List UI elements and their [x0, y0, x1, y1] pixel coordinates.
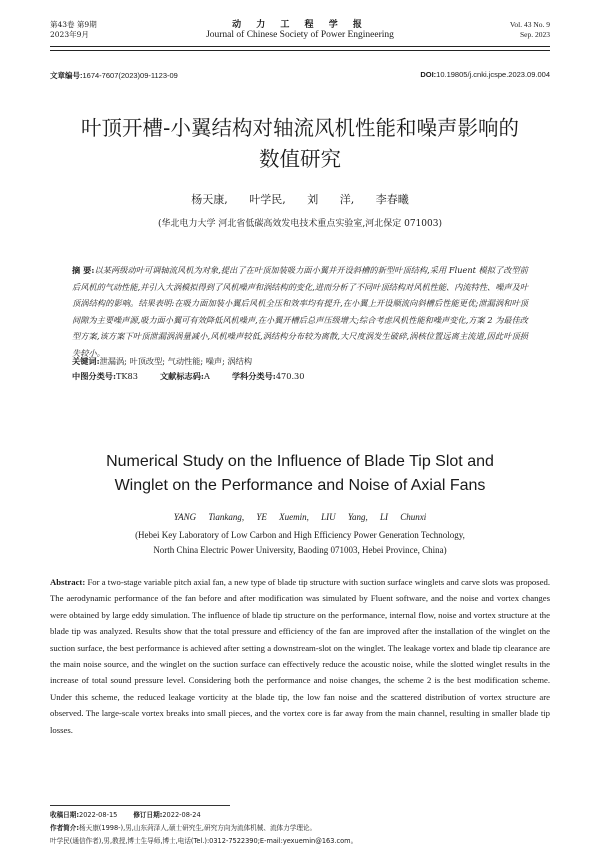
- doi: [420, 70, 550, 79]
- chinese-title: [60, 113, 540, 175]
- article-id-value: 1674-7607(2023)09-1123-09: [82, 71, 178, 80]
- doc-code-value: A: [203, 371, 210, 381]
- journal-name-en: Journal of Chinese Society of Power Engineering: [206, 30, 394, 40]
- received-date: 2022-08-15: [79, 811, 118, 819]
- date-en: Sep. 2023: [520, 30, 550, 39]
- author-bio-label: 作者简介:: [50, 824, 80, 832]
- footnote-rule: [50, 805, 230, 806]
- english-title: [60, 450, 540, 498]
- volume-cn: 第43卷 第9期: [50, 20, 97, 29]
- chinese-keywords-label: 关键词:: [72, 356, 100, 366]
- english-abstract-text: For a two-stage variable pitch axial fan, a new type of blade tip structure with suction surface winglets and carve slots was proposed. The aerodynamic performance of the fan before and after modification was simulated by Fluent software, and the noise and vortex changes were obtained by large eddy simulation. The influence of blade tip structure on the performance, internal flow, noise and vortex structure at the blade tip was analyzed. Results show that the total pressure and efficiency of the fan are improved after the installation of the winglet on the suction surface, the best performance is achieved after setting a downstream-slot on the winglet. The leakage vortex and blade tip clearance are the main noise source, and the winglet on the suction surface can effectively reduce the acoustic noise, while the slotted winglet results in the increase of total sound pressure level. Considering both the performance and noise changes, the scheme 2 is the best modification scheme. Under this scheme, the reduced leakage vorticity at the blade tip, the low fan noise and the scattered distribution of vortex structure are observed. The large-scale vortex breaks into small pieces, and the vortex core is far away from the main channel, resulting in smaller blade tip losses.: [50, 577, 551, 735]
- clc-label: 中图分类号:: [72, 371, 116, 381]
- chinese-affiliation: (华北电力大学 河北省低碳高效发电技术重点实验室,河北保定 071003): [158, 219, 442, 229]
- chinese-abstract-text: 以某两级动叶可调轴流风机为对象,提出了在叶顶加装吸力面小翼并开设斜槽的新型叶顶结构,采用 Fluent 模拟了改型前后风机的气动性能,并引入大涡模拟得到了风机噪声和涡结构的变化,进而分析了不同叶顶结构对风机性能、内流特性、噪声及叶顶涡结构的影响。结果表明:在吸力面加装小翼后风机全压和效率均有提升,在小翼上开设顺流向斜槽后性能更优;泄漏涡和叶顶间隙为主要噪声源,吸力面小翼可有效降低风机噪声,在小翼开槽后总声压级增大;综合考虑风机性能和噪声变化,方案 2 为最佳改型方案,该方案下叶顶泄漏涡涡量减小,风机噪声较低,涡结构分布较为离散,大尺度涡发生破碎,涡核位置远离主流道,因此叶顶损失较小。: [72, 265, 528, 358]
- date-cn: 2023年9月: [50, 30, 89, 39]
- doi-value: 10.19805/j.cnki.jcspe.2023.09.004: [436, 70, 550, 79]
- clc-value: TK83: [115, 371, 138, 381]
- doi-label: DOI:: [420, 70, 437, 79]
- chinese-abstract: [72, 262, 528, 362]
- classification-line: [72, 369, 528, 383]
- author-bio-text: 杨天康(1998-),男,山东菏泽人,硕士研究生,研究方向为流体机械、流体力学理论。: [79, 824, 317, 832]
- journal-name-cn: 动 力 工 程 学 报: [232, 20, 368, 30]
- article-id: [50, 70, 178, 81]
- chinese-authors: 杨天康, 叶学民, 刘 洋, 李春曦: [191, 193, 409, 206]
- article-id-label: 文章编号:: [50, 71, 83, 80]
- corresponding-label: 叶学民(通信作者),: [50, 837, 104, 845]
- doc-code-label: 文献标志码:: [159, 371, 204, 381]
- chinese-keywords: [72, 354, 528, 368]
- chinese-title-line1: 叶顶开槽-小翼结构对轴流风机性能和噪声影响的: [81, 116, 519, 140]
- revised-date: 2022-08-24: [162, 811, 201, 819]
- english-authors: YANG Tiankang, YE Xuemin, LIU Yang, LI Chunxi: [173, 512, 427, 522]
- header-rule-thin: [50, 50, 550, 51]
- english-title-line2: Winglet on the Performance and Noise of Axial Fans: [114, 477, 486, 494]
- running-header-center: [150, 20, 450, 40]
- english-affiliation-line1: (Hebei Key Laboratory of Low Carbon and High Efficiency Power Generation Technology,: [135, 530, 465, 540]
- english-abstract-label: Abstract:: [50, 577, 86, 587]
- running-header-left: [50, 20, 97, 40]
- subject-value: 470.30: [275, 371, 305, 381]
- english-title-line1: Numerical Study on the Influence of Blade Tip Slot and: [106, 453, 494, 470]
- chinese-keywords-text: 泄漏涡; 叶顶改型; 气动性能; 噪声; 涡结构: [99, 356, 253, 366]
- chinese-abstract-label: 摘 要:: [72, 265, 95, 275]
- header-rule-thick: [50, 46, 550, 47]
- running-header-right: [510, 20, 550, 40]
- chinese-title-line2: 数值研究: [259, 147, 341, 171]
- revised-label: 修订日期:: [133, 811, 163, 819]
- footnote-author-bio: [50, 823, 550, 834]
- footnote-dates: [50, 810, 550, 821]
- english-affiliation-line2: North China Electric Power University, Baoding 071003, Hebei Province, China): [153, 545, 447, 555]
- english-affiliation: [60, 528, 540, 558]
- volume-en: Vol. 43 No. 9: [509, 20, 550, 29]
- footnote-corresponding: [50, 836, 550, 847]
- english-abstract: [50, 574, 550, 738]
- received-label: 收稿日期:: [50, 811, 80, 819]
- corresponding-text: 男,教授,博士生导师,博士,电话(Tel.):0312-7522390;E-mail:yexuemin@163.com。: [103, 837, 358, 845]
- subject-label: 学科分类号:: [231, 371, 276, 381]
